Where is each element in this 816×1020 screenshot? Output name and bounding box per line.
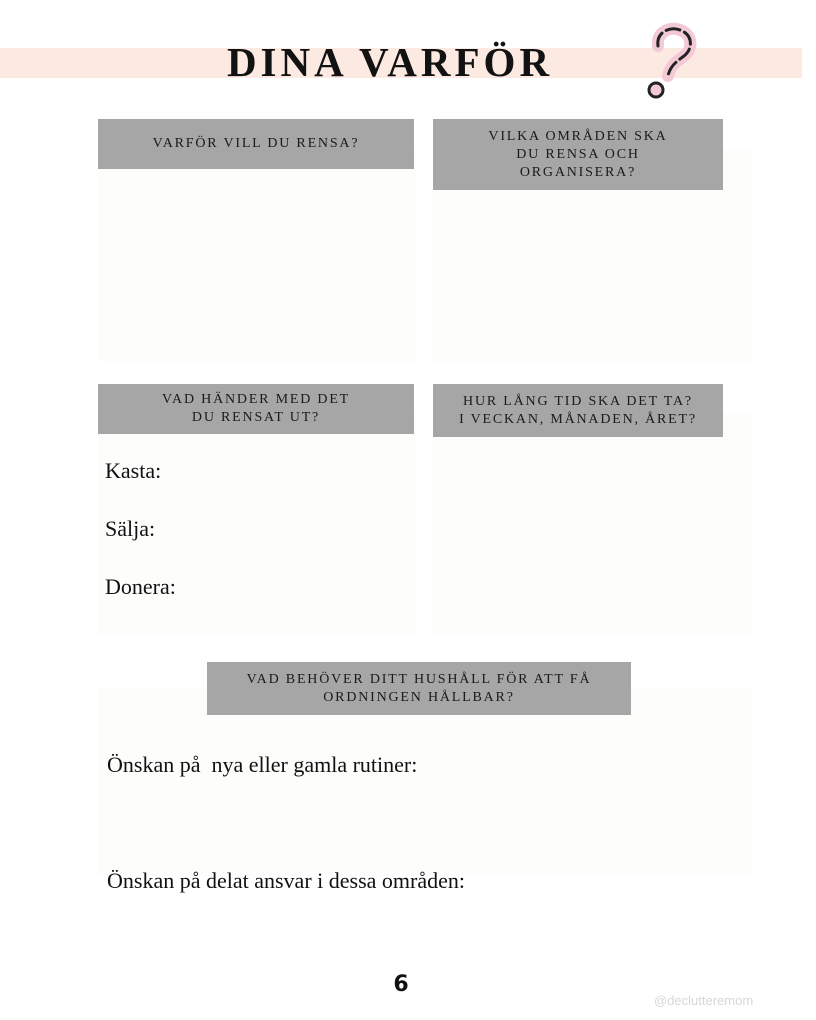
outcome-item-kasta: Kasta: [105, 458, 162, 483]
duration-label-line: HUR LÅNG TID SKA DET TA? [463, 393, 693, 409]
duration-label-line: I VECKAN, MÅNADEN, ÅRET? [459, 411, 697, 427]
areas-label-line: DU RENSA OCH [516, 146, 640, 162]
outcome-item-salja: Sälja: [105, 516, 156, 541]
household-prompt-responsibility: Önskan på delat ansvar i dessa områden: [107, 868, 465, 893]
household-answer-box[interactable] [98, 688, 752, 876]
why-label-text: VARFÖR VILL DU RENSA? [152, 136, 360, 151]
areas-label-line: ORGANISERA? [519, 164, 637, 180]
household-label [207, 662, 631, 715]
duration-answer-box[interactable] [433, 412, 751, 636]
page-number: 6 [393, 972, 409, 997]
why-label [98, 119, 414, 169]
question-mark-icon [640, 22, 700, 102]
outcome-label-line: VAD HÄNDER MED DET [161, 392, 351, 407]
duration-label [433, 384, 723, 437]
watermark: @declutteremom [654, 993, 754, 1008]
household-label-line: VAD BEHÖVER DITT HUSHÅLL FÖR ATT FÅ [246, 671, 592, 687]
outcome-label [98, 384, 414, 434]
areas-label [433, 119, 723, 190]
why-answer-box[interactable] [98, 148, 416, 362]
outcome-label-line: DU RENSAT UT? [191, 410, 321, 425]
household-label-line: ORDNINGEN HÅLLBAR? [323, 689, 515, 705]
outcome-item-donera: Donera: [105, 574, 176, 599]
areas-label-line: VILKA OMRÅDEN SKA [488, 128, 668, 144]
household-prompt-routines: Önskan på nya eller gamla rutiner: [107, 752, 418, 777]
page-title: DINA VARFÖR [226, 39, 554, 85]
